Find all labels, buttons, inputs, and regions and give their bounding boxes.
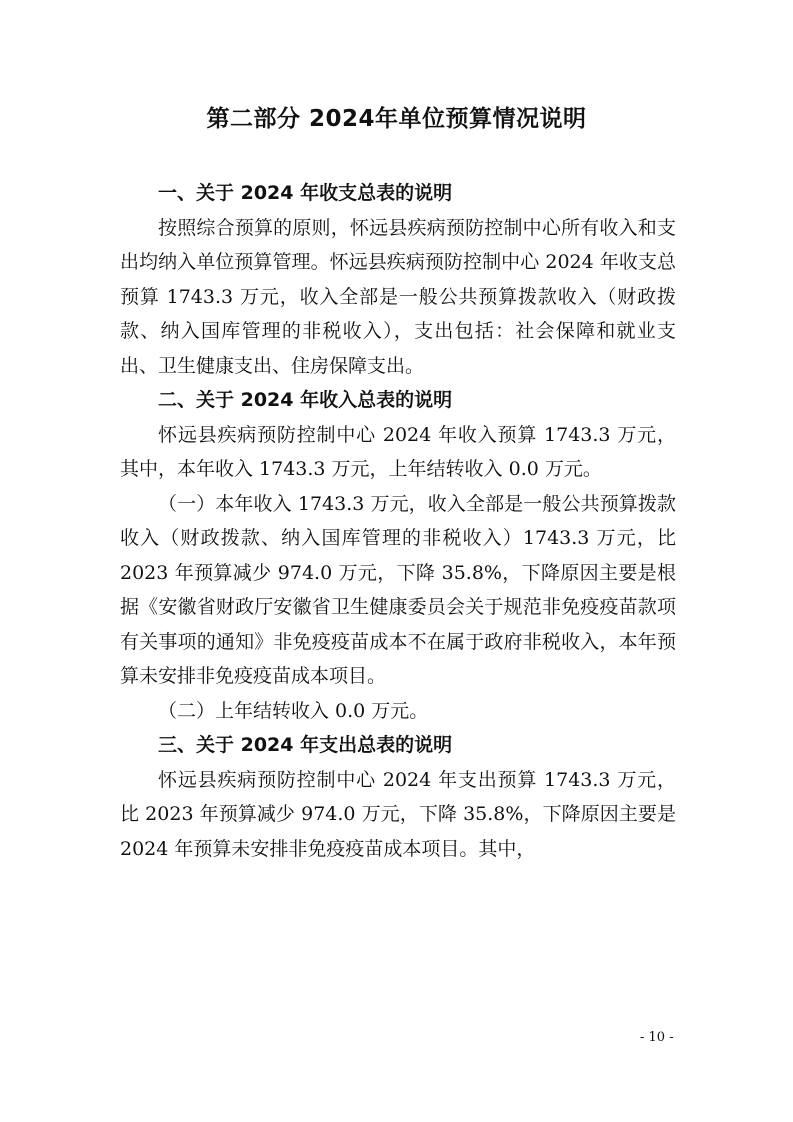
- section-1-paragraph-1: 按照综合预算的原则，怀远县疾病预防控制中心所有收入和支出均纳入单位预算管理。怀远县疾病预防控制中心 2024 年收支总预算 1743.3 万元，收入全部是一般公共预算拨款收入（财政拨款、纳入国库管理的非税收入），支出包括：社会保障和就业支出、卫生健康支出、住房保障支出。: [120, 216, 676, 377]
- document-body: [120, 176, 676, 866]
- section-2-paragraph-3: （二）上年结转收入 0.0 万元。: [158, 699, 429, 722]
- section-2-paragraph-2: （一）本年收入 1743.3 万元，收入全部是一般公共预算拨款收入（财政拨款、纳入国库管理的非税收入）1743.3 万元，比 2023 年预算减少 974.0 万元，下降 35.8%，下降原因主要是根据《安徽省财政厅安徽省卫生健康委员会关于规范非免疫疫苗款项有关事项的通知》非免疫疫苗成本不在属于政府非税收入，本年预算未安排非免疫疫苗成本项目。: [120, 492, 676, 687]
- section-3-paragraph-1: 怀远县疾病预防控制中心 2024 年支出预算 1743.3 万元，比 2023 年预算减少 974.0 万元，下降 35.8%，下降原因主要是 2024 年预算未安排非免疫疫苗成本项目。其中，: [120, 768, 676, 860]
- section-heading-2: 二、关于 2024 年收入总表的说明: [158, 389, 453, 411]
- page-title: 第二部分 2024年单位预算情况说明: [206, 106, 587, 132]
- section-2-paragraph-1: 怀远县疾病预防控制中心 2024 年收入预算 1743.3 万元，其中，本年收入 1743.3 万元，上年结转收入 0.0 万元。: [120, 423, 676, 480]
- section-heading-1: 一、关于 2024 年收支总表的说明: [158, 182, 453, 204]
- page-number: - 10 -: [640, 1030, 674, 1045]
- section-heading-3: 三、关于 2024 年支出总表的说明: [158, 734, 453, 756]
